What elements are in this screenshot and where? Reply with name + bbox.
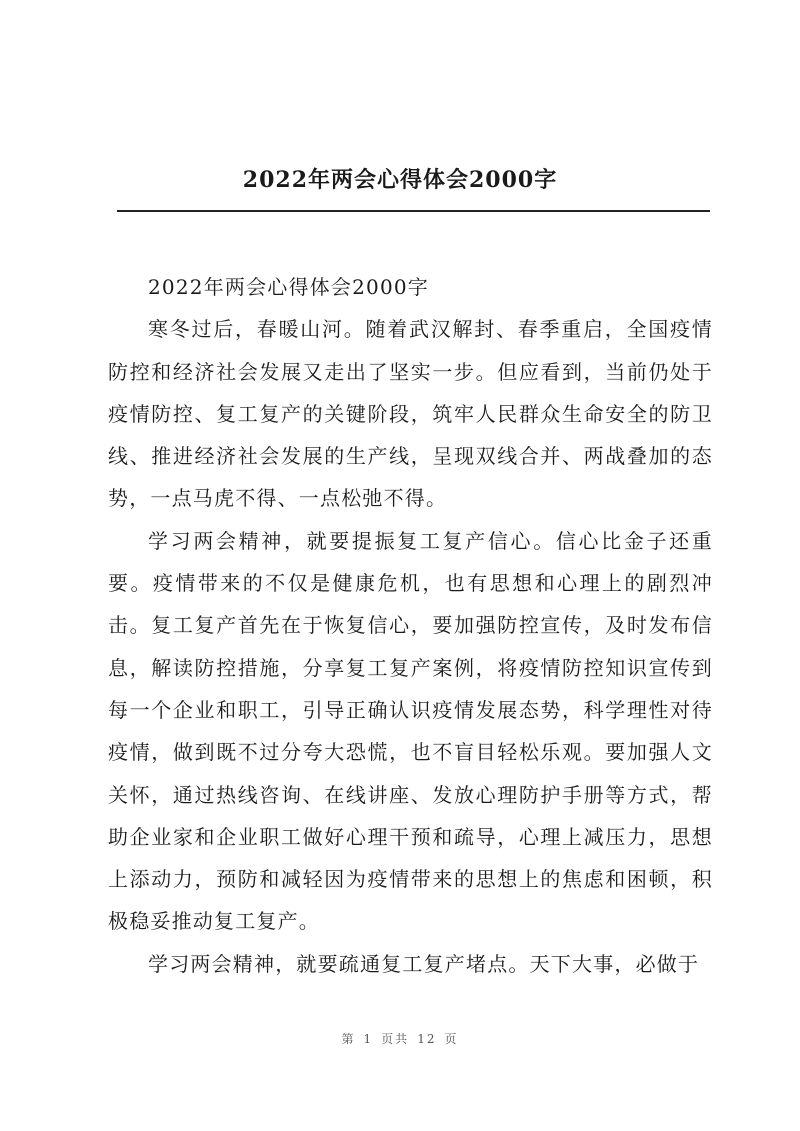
- paragraph-heading: 2022年两会心得体会2000字: [148, 275, 429, 299]
- paragraph: 学习两会精神，就要提振复工复产信心。信心比金子还重要。疫情带来的不仅是健康危机，也有思想和心理上的剧烈冲击。复工复产首先在于恢复信心，要加强防控宣传，及时发布信息，解读防控措施，分享复工复产案例，将疫情防控知识宣传到每一个企业和职工，引导正确认识疫情发展态势，科学理性对待疫情，做到既不过分夸大恐慌，也不盲目轻松乐观。要加强人文关怀，通过热线咨询、在线讲座、发放心理防护手册等方式，帮助企业家和企业职工做好心理干预和疏导，心理上减压力，思想上添动力，预防和减轻因为疫情带来的思想上的焦虑和困顿，积极稳妥推动复工复产。: [108, 528, 713, 934]
- page-footer: [0, 1030, 800, 1047]
- footer-label-page: 第: [341, 1032, 356, 1046]
- footer-label-of: 页共: [381, 1032, 410, 1046]
- footer-label-pages: 页: [444, 1032, 459, 1046]
- paragraph: 寒冬过后，春暖山河。随着武汉解封、春季重启，全国疫情防控和经济社会发展又走出了坚实一步。但应看到，当前仍处于疫情防控、复工复产的关键阶段，筑牢人民群众生命安全的防卫线、推进经济社会发展的生产线，呈现双线合并、两战叠加的态势，一点马虎不得、一点松弛不得。: [108, 317, 713, 511]
- title-divider: [117, 210, 710, 212]
- footer-current-page: 1: [363, 1032, 374, 1046]
- document-body: [108, 266, 713, 985]
- paragraph: 学习两会精神，就要疏通复工复产堵点。天下大事，必做于: [148, 951, 700, 976]
- footer-total-pages: 12: [417, 1032, 437, 1046]
- document-title: 2022年两会心得体会2000字: [242, 167, 558, 193]
